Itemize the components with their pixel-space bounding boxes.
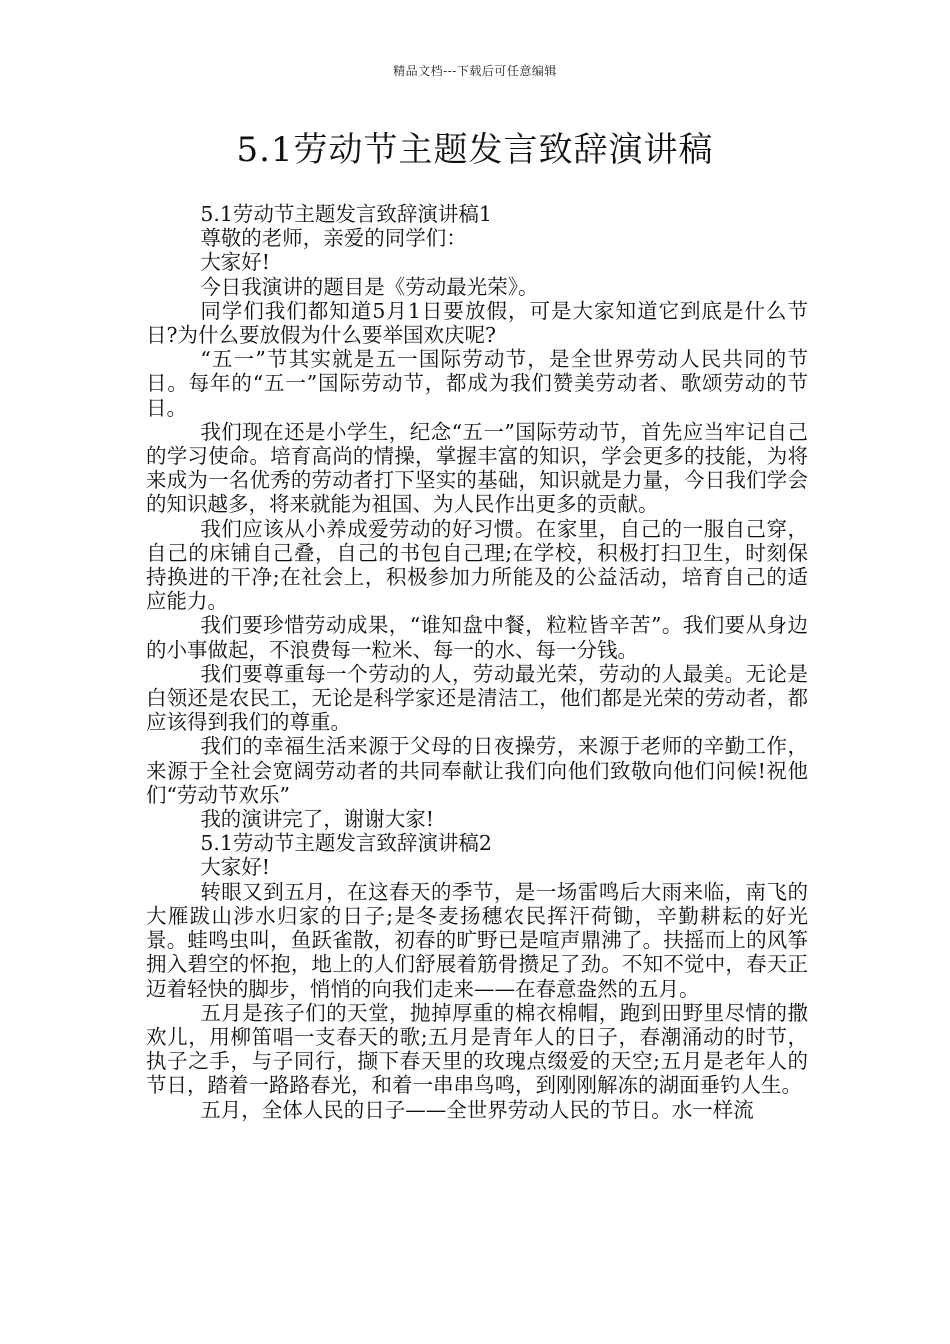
- paragraph: 我们要珍惜劳动成果，“谁知盘中餐，粒粒皆辛苦”。我们要从身边的小事做起，不浪费每一粒米、每一的水、每一分钱。: [146, 613, 808, 662]
- paragraph: 我的演讲完了，谢谢大家!: [200, 807, 435, 832]
- paragraph: 我们的幸福生活来源于父母的日夜操劳，来源于老师的辛勤工作，来源于全社会宽阔劳动者的共同奉献让我们向他们致敬向他们问候!祝他们“劳动节欢乐”: [146, 734, 808, 807]
- paragraph: 同学们我们都知道5月1日要放假，可是大家知道它到底是什么节日?为什么要放假为什么要举国欢庆呢?: [146, 298, 808, 348]
- paragraph: 尊敬的老师，亲爱的同学们：: [200, 226, 467, 251]
- paragraph: 转眼又到五月，在这春天的季节，是一场雷鸣后大雨来临，南飞的大雁跋山涉水归家的日子;是冬麦扬穗农民挥汗荷锄，辛勤耕耘的好光景。蛙鸣虫叫，鱼跃雀散，初春的旷野已是喧声鼎沸了。扶摇而上的风筝拥入碧空的怀抱，地上的人们舒展着筋骨攒足了劲。不知不觉中，春天正迈着轻快的脚步，悄悄的向我们走来——在春意盎然的五月。: [146, 879, 808, 1001]
- paragraph: 5.1劳动节主题发言致辞演讲稿2: [200, 831, 492, 856]
- paragraph: 今日我演讲的题目是《劳动最光荣》。: [200, 274, 539, 299]
- paragraph: 我们要尊重每一个劳动的人，劳动最光荣，劳动的人最美。无论是白领还是农民工，无论是科学家还是清洁工，他们都是光荣的劳动者，都应该得到我们的尊重。: [146, 661, 808, 735]
- paragraph: 五月是孩子们的天堂，抛掉厚重的棉衣棉帽，跑到田野里尽情的撒欢儿，用柳笛唱一支春天的歌;五月是青年人的日子，春潮涌动的时节，执子之手，与子同行，撷下春天里的玫瑰点缀爱的天空;五月是老年人的节日，踏着一路路春光，和着一串串鸟鸣，到刚刚解冻的湖面垂钓人生。: [146, 1000, 808, 1098]
- paragraph: “五一”节其实就是五一国际劳动节，是全世界劳动人民共同的节日。每年的“五一”国际劳动节，都成为我们赞美劳动者、歌颂劳动的节日。: [146, 347, 808, 420]
- document-body: [146, 202, 808, 1122]
- header-note: 精品文档---下载后可任意编辑: [393, 64, 557, 78]
- paragraph: 我们应该从小养成爱劳动的好习惯。在家里，自己的一服自己穿，自己的床铺自己叠，自己的书包自己理;在学校，积极打扫卫生，时刻保持换进的干净;在社会上，积极参加力所能及的公益活动，培育自己的适应能力。: [146, 516, 808, 614]
- paragraph: 大家好!: [200, 855, 271, 880]
- paragraph: 5.1劳动节主题发言致辞演讲稿1: [200, 202, 492, 226]
- paragraph: 大家好!: [200, 250, 271, 275]
- paragraph: 我们现在还是小学生，纪念“五一”国际劳动节，首先应当牢记自己的学习使命。培育高尚的情操，掌握丰富的知识，学会更多的技能，为将来成为一名优秀的劳动者打下坚实的基础，知识就是力量，今日我们学会的知识越多，将来就能为祖国、为人民作出更多的贡献。: [146, 419, 808, 517]
- page-title: 5.1劳动节主题发言致辞演讲稿: [236, 130, 714, 170]
- paragraph: 五月，全体人民的日子——全世界劳动人民的节日。水一样流: [200, 1097, 754, 1122]
